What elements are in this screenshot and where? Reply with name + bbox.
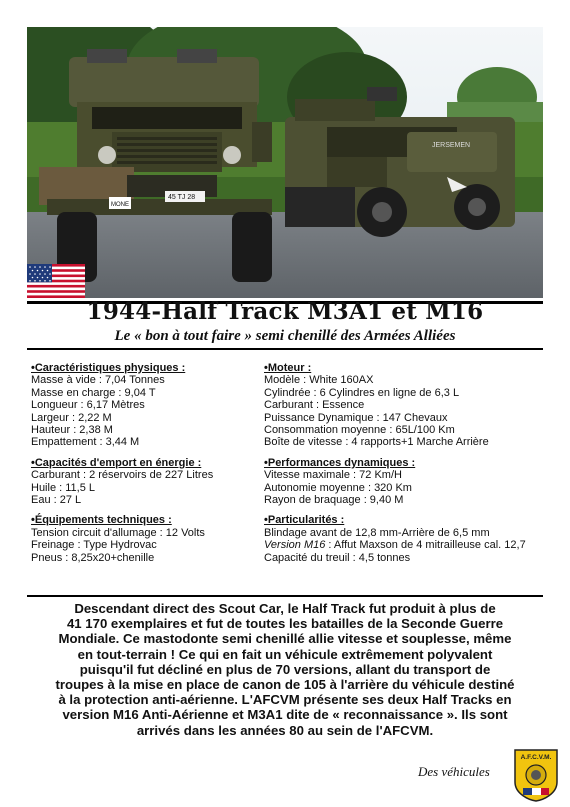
- section-equipment: [31, 514, 257, 564]
- spec-line: Boîte de vitesse : 4 rapports+1 Marche Arrière: [264, 436, 489, 449]
- description-line: Descendant direct des Scout Car, le Half Track fut produit à plus de: [74, 601, 496, 616]
- spec-line: Empattement : 3,44 M: [31, 436, 140, 449]
- spec-line: [264, 539, 546, 551]
- page-title: 1944-Half Track M3A1 et M16: [86, 298, 484, 325]
- section-title: •Moteur :: [264, 362, 312, 374]
- spec-line: Hauteur : 2,38 M: [31, 424, 113, 437]
- footer-label: Des véhicules: [418, 764, 490, 779]
- description-line: arrivés dans les années 80 au sein de l'AFCVM.: [136, 722, 434, 738]
- spec-line: Masse à vide : 7,04 Tonnes: [31, 374, 165, 387]
- section-performance: [264, 457, 546, 507]
- section-title: •Capacités d'emport en énergie :: [31, 456, 202, 469]
- small-plate: MONE: [111, 202, 129, 208]
- description-line: à la protection anti-aérienne. L'AFCVM présente ses deux Half Tracks en: [58, 692, 512, 708]
- spec-line: Modèle : White 160AX: [264, 374, 374, 387]
- section-features: [264, 514, 546, 564]
- license-plate: 45 TJ 28: [168, 194, 196, 201]
- spec-line: Cylindrée : 6 Cylindres en ligne de 6,3 L: [264, 386, 460, 399]
- section-engine: [264, 362, 546, 449]
- spec-line: Carburant : 2 réservoirs de 227 Litres: [31, 469, 214, 482]
- section-title: •Performances dynamiques :: [264, 456, 416, 469]
- page-subtitle: Le « bon à tout faire » semi chenillé des Armées Alliées: [114, 328, 456, 344]
- spec-line-rest: : Affut Maxson de 4 mitrailleuse cal. 12,7: [325, 539, 526, 552]
- spec-line: Huile : 11,5 L: [31, 481, 96, 494]
- section-physical: [31, 362, 257, 449]
- description-line: 41 170 exemplaires et fut de toutes les batailles de la Seconde Guerre: [66, 616, 504, 632]
- afcvm-badge-logo: [513, 748, 559, 802]
- spec-line: Tension circuit d'allumage : 12 Volts: [31, 526, 205, 539]
- spec-line: Carburant : Essence: [264, 399, 365, 412]
- badge-text: A.F.C.V.M.: [520, 754, 552, 761]
- description-divider: [27, 595, 543, 597]
- spec-line: Masse en charge : 9,04 T: [31, 386, 156, 399]
- spec-line: Autonomie moyenne : 320 Km: [264, 481, 412, 494]
- spec-line: Freinage : Type Hydrovac: [31, 539, 157, 552]
- spec-line: Longueur : 6,17 Mètres: [31, 399, 145, 412]
- spec-line: Blindage avant de 12,8 mm-Arrière de 6,5 mm: [264, 526, 490, 539]
- spec-line: Vitesse maximale : 72 Km/H: [264, 469, 402, 482]
- description-paragraph: [34, 601, 536, 738]
- spec-line: Puissance Dynamique : 147 Chevaux: [264, 411, 448, 424]
- description-line: troupes à la mise en place de canon de 105 à l'arrière du véhicule destiné: [55, 677, 515, 693]
- spec-line-prefix: Version M16: [264, 539, 326, 552]
- description-line: puisqu'il fut décliné en plus de 70 versions, allant du transport de: [79, 661, 491, 677]
- section-energy: [31, 457, 257, 507]
- spec-line: Capacité du treuil : 4,5 tonnes: [264, 551, 411, 564]
- spec-line: Consommation moyenne : 65L/100 Km: [264, 424, 455, 437]
- specs-right-column: [264, 362, 546, 572]
- description-line: Mondiale. Ce mastodonte semi chenillé allie vitesse et souplesse, même: [58, 631, 512, 647]
- us-flag-icon: [27, 264, 85, 298]
- spec-line: Rayon de braquage : 9,40 M: [264, 494, 404, 507]
- spec-line: Largeur : 2,22 M: [31, 411, 112, 424]
- section-title: •Équipements techniques :: [31, 514, 172, 527]
- vehicle-photo: [27, 27, 543, 298]
- hood-text: JERSEMEN: [432, 142, 471, 149]
- description-line: en tout-terrain ! Ce qui en fait un véhicule extrêmement polyvalent: [77, 646, 493, 662]
- section-title: •Caractéristiques physiques :: [31, 362, 186, 374]
- subtitle-divider: [27, 348, 543, 350]
- spec-line: Eau : 27 L: [31, 494, 82, 507]
- description-line: version M16 Anti-Aérienne et M3A1 dite de « reconnaissance ». Ils sont: [62, 707, 508, 723]
- specs-left-column: [31, 362, 257, 572]
- section-title: •Particularités :: [264, 514, 345, 527]
- spec-line: Pneus : 8,25x20+chenille: [31, 551, 155, 564]
